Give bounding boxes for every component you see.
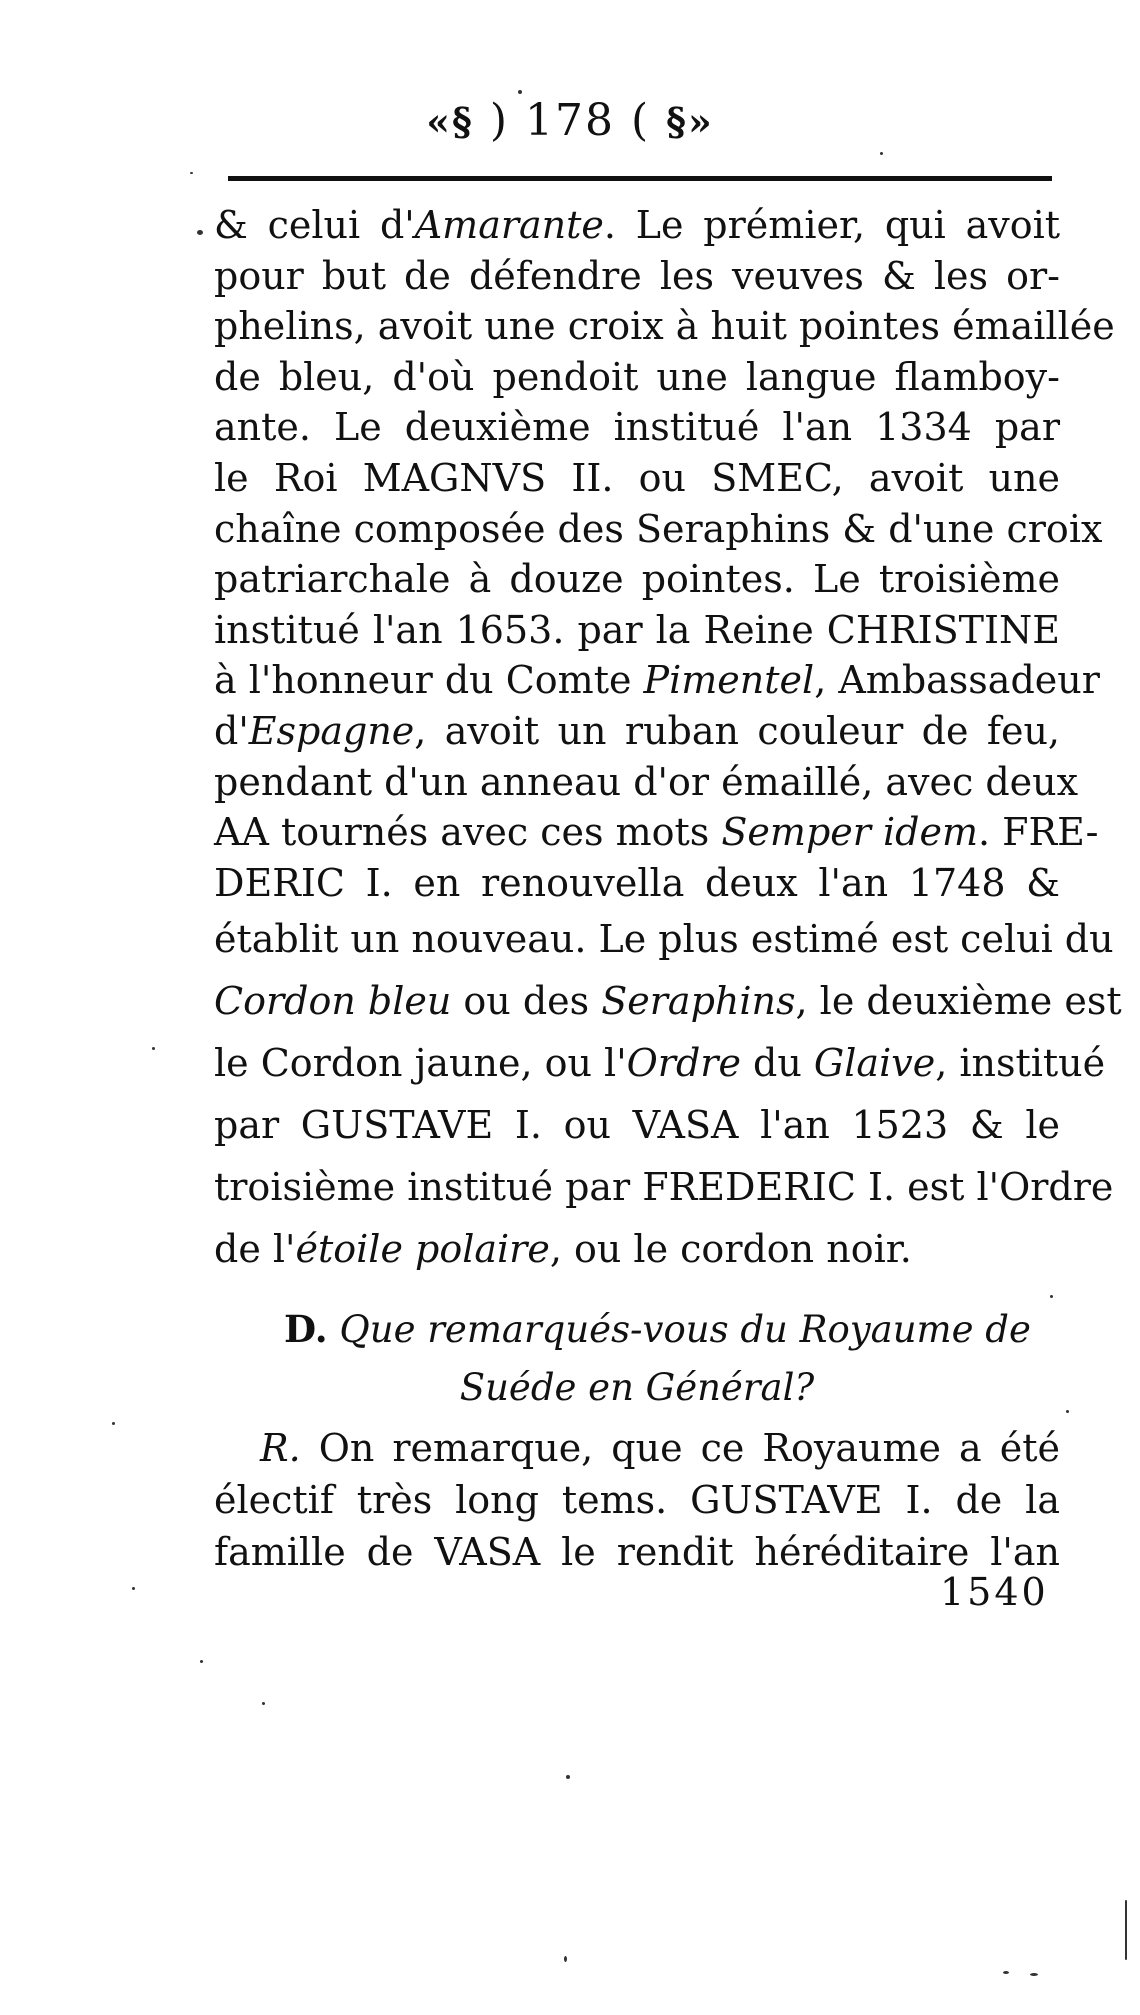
text-line: ante. Le deuxième institué l'an 1334 par [214,405,1060,450]
text-line: le Cordon jaune, ou l'Ordre du Glaive, institué [214,1041,1106,1086]
print-speck [564,1956,567,1962]
print-speck [1050,1295,1053,1298]
text-line: troisième institué par FREDERIC I. est l'Ordre [214,1165,1114,1210]
text-line: phelins, avoit une croix à huit pointes émaillée [214,304,1115,349]
page-edge-mark [1125,1900,1127,1960]
answer-paragraph [214,1422,1060,1578]
text-line: établit un nouveau. Le plus estimé est celui du [214,917,1114,962]
text-line: de l'étoile polaire, ou le cordon noir. [214,1227,912,1272]
text-line: pendant d'un anneau d'or émaillé, avec deux [214,759,1079,804]
question-text-1: Que remarqués-vous du Royaume de [339,1308,1031,1351]
text-line: AA tournés avec ces mots Semper idem. FRE- [214,810,1099,855]
question-line [214,1300,1060,1359]
question-label: D. [284,1307,328,1351]
text-line: de bleu, d'où pendoit une langue flamboy- [214,354,1060,399]
text-line: famille de VASA le rendit héréditaire l'an [214,1530,1060,1574]
paragraph-orders [214,200,1122,1280]
print-speck [190,172,193,174]
print-speck [200,1660,203,1663]
text-line: le Roi MAGNVS II. ou SMEC, avoit une [214,455,1060,500]
print-speck [197,230,203,235]
print-speck [132,1587,135,1590]
print-speck [152,1047,155,1050]
text-line: d'Espagne, avoit un ruban couleur de feu, [214,708,1060,753]
print-speck [880,152,883,155]
text-line: Cordon bleu ou des Seraphins, le deuxième est [214,979,1122,1024]
text-line: électif très long tems. GUSTAVE I. de la [214,1478,1060,1522]
print-speck [518,90,522,94]
text-line: patriarchale à douze pointes. Le troisième [214,557,1060,602]
text-line: chaîne composée des Seraphins & d'une croix [214,506,1103,551]
print-speck [112,1422,115,1425]
text-line: R. On remarque, que ce Royaume a été [260,1426,1060,1470]
catchword: 1540 [940,1570,1049,1614]
print-speck [1066,1410,1069,1413]
text-line: institué l'an 1653. par la Reine CHRISTINE [214,607,1060,652]
question-heading [214,1300,1060,1417]
text-line: DERIC I. en renouvella deux l'an 1748 & [214,860,1060,905]
page-number: ) 178 ( [489,95,651,146]
text-line: par GUSTAVE I. ou VASA l'an 1523 & le [214,1103,1060,1148]
print-speck [262,1702,265,1705]
text-line: & celui d'Amarante. Le prémier, qui avoit [214,203,1060,247]
right-ornament: §» [666,99,714,144]
running-header [0,95,1140,146]
print-speck [566,1775,570,1779]
text-line: pour but de défendre les veuves & les or- [214,253,1060,298]
left-ornament: «§ [426,99,474,144]
print-speck [1003,1971,1009,1974]
header-rule [228,176,1052,181]
answer-label: R. [260,1426,301,1470]
print-speck [1030,1973,1038,1976]
question-text-2: Suéde en Général? [459,1366,815,1409]
text-line: à l'honneur du Comte Pimentel, Ambassadeur [214,658,1100,703]
